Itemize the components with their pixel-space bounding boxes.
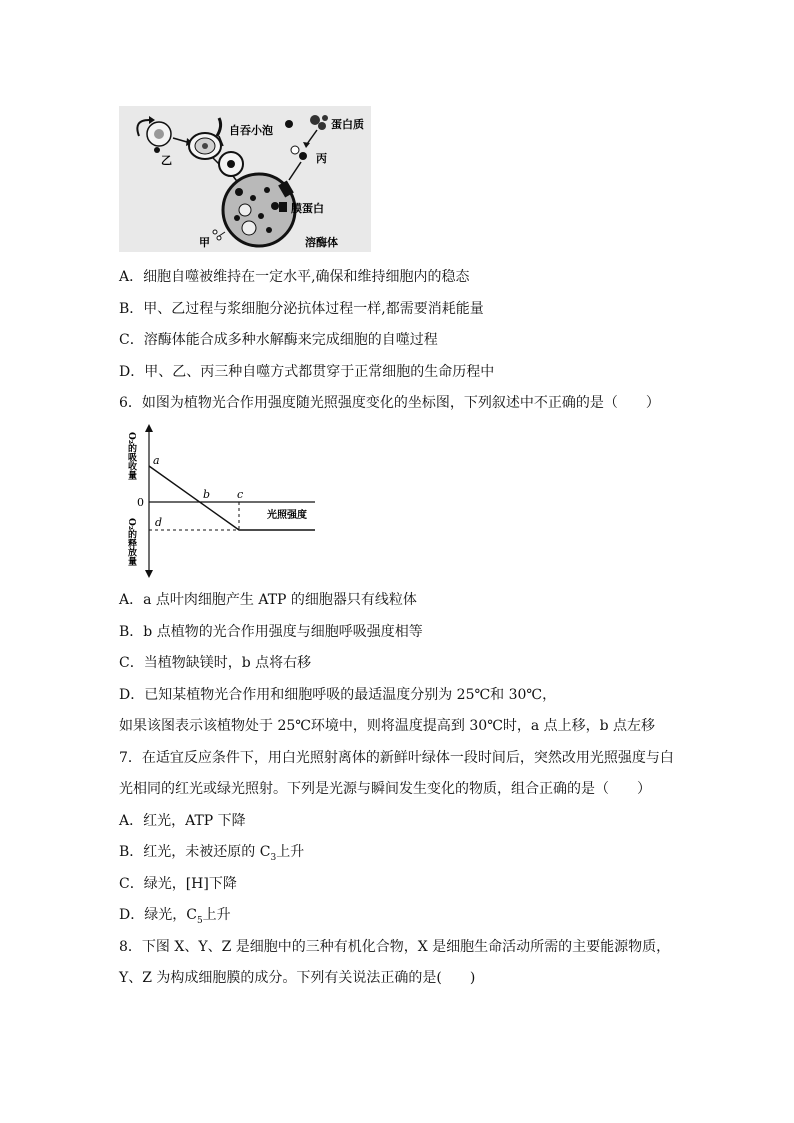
membrane-protein <box>279 202 287 212</box>
granule <box>234 215 240 221</box>
protein-blob <box>291 146 299 154</box>
graph-svg <box>119 422 324 580</box>
label-yi: 乙 <box>161 154 172 167</box>
granule <box>266 227 272 233</box>
q6-option-d: D．已知某植物光合作用和细胞呼吸的最适温度分别为 25℃和 30℃， <box>119 687 557 703</box>
protein-blob <box>310 115 320 125</box>
arrow-line <box>307 130 317 144</box>
arrow-head <box>303 142 310 148</box>
autophagosome-core <box>202 143 208 149</box>
label-autophagosome: 自吞小泡 <box>229 124 273 137</box>
vesicle-1-core <box>154 129 164 139</box>
granule <box>242 221 256 235</box>
point-c: c <box>237 488 244 501</box>
protein-blob <box>322 115 328 121</box>
q7-stem-2: 光相同的红光或绿光照射。下列是光源与瞬间发生变化的物质，组合正确的是（ ） <box>119 781 651 797</box>
q7-option-d-sub: 5 <box>196 915 203 926</box>
q6-option-d-cont: 如果该图表示该植物处于 25℃环境中，则将温度提高到 30℃时，a 点上移，b 点左移 <box>119 718 656 734</box>
point-b: b <box>203 488 211 501</box>
label-membrane-protein: 膜蛋白 <box>291 202 324 215</box>
autophagy-diagram <box>119 106 371 252</box>
y-axis-arrow-up <box>145 424 153 432</box>
q7-option-b-post: 上升 <box>276 844 305 860</box>
q7-option-b <box>119 842 304 868</box>
q7-option-b-sub: 3 <box>270 852 277 863</box>
q5-option-d: D．甲、乙、丙三种自噬方式都贯穿于正常细胞的生命历程中 <box>119 364 495 380</box>
q5-option-b: B．甲、乙过程与浆细胞分泌抗体过程一样,都需要消耗能量 <box>119 301 484 317</box>
granule <box>235 188 243 196</box>
y-label-top: O₂的吸收量 <box>126 432 136 480</box>
q8-stem-1: 8．下图 X、Y、Z 是细胞中的三种有机化合物，X 是细胞生命活动所需的主要能源物质， <box>119 939 671 955</box>
q5-option-c: C．溶酶体能合成多种水解酶来完成细胞的自噬过程 <box>119 332 438 348</box>
arrow-line <box>219 232 225 236</box>
granule <box>271 202 279 210</box>
dot <box>154 147 160 153</box>
point-a: a <box>153 454 160 467</box>
q7-option-c: C．绿光，[H]下降 <box>119 876 237 892</box>
vesicle-2-core <box>227 160 235 168</box>
granule <box>250 195 256 201</box>
q7-option-d-post: 上升 <box>202 907 231 923</box>
granule <box>258 213 264 219</box>
q7-option-b-text: B．红光，未被还原的 C <box>119 844 271 860</box>
light-intensity-graph <box>119 422 324 580</box>
q6-option-c: C．当植物缺镁时，b 点将右移 <box>119 655 312 671</box>
point-d: d <box>155 516 163 529</box>
q5-option-a: A．细胞自噬被维持在一定水平,确保和维持细胞内的稳态 <box>119 269 470 285</box>
protein-blob <box>318 122 326 130</box>
protein-blob <box>299 152 307 160</box>
y-axis-arrow-down <box>145 570 153 578</box>
dot <box>217 236 221 240</box>
label-protein: 蛋白质 <box>331 118 364 131</box>
q7-option-a: A．红光，ATP 下降 <box>119 813 246 829</box>
dot <box>213 230 217 234</box>
q6-stem: 6．如图为植物光合作用强度随光照强度变化的坐标图，下列叙述中不正确的是（ ） <box>119 395 660 411</box>
zero-label: 0 <box>137 496 144 509</box>
label-bing: 丙 <box>316 152 327 165</box>
protein-blob <box>285 120 293 128</box>
q7-option-d-text: D．绿光，C <box>119 907 197 923</box>
y-label-bottom: O₂的释放量 <box>126 518 136 566</box>
granule <box>239 204 251 216</box>
q8-stem-2: Y、Z 为构成细胞膜的成分。下列有关说法正确的是( ) <box>119 970 476 986</box>
arrow-line <box>173 138 187 142</box>
membrane-cup <box>217 118 221 136</box>
autophagy-diagram-svg <box>119 106 371 252</box>
q6-option-b: B．b 点植物的光合作用强度与细胞呼吸强度相等 <box>119 624 423 640</box>
q7-stem-1: 7．在适宜反应条件下，用白光照射离体的新鲜叶绿体一段时间后，突然改用光照强度与白 <box>119 750 674 766</box>
label-jia: 甲 <box>199 236 210 249</box>
x-axis-label: 光照强度 <box>267 510 307 521</box>
label-lysosome: 溶酶体 <box>305 236 338 249</box>
q7-option-d <box>119 905 231 931</box>
granule <box>264 187 270 193</box>
q6-option-a: A．a 点叶肉细胞产生 ATP 的细胞器只有线粒体 <box>119 592 417 608</box>
arrow-line <box>289 162 301 180</box>
